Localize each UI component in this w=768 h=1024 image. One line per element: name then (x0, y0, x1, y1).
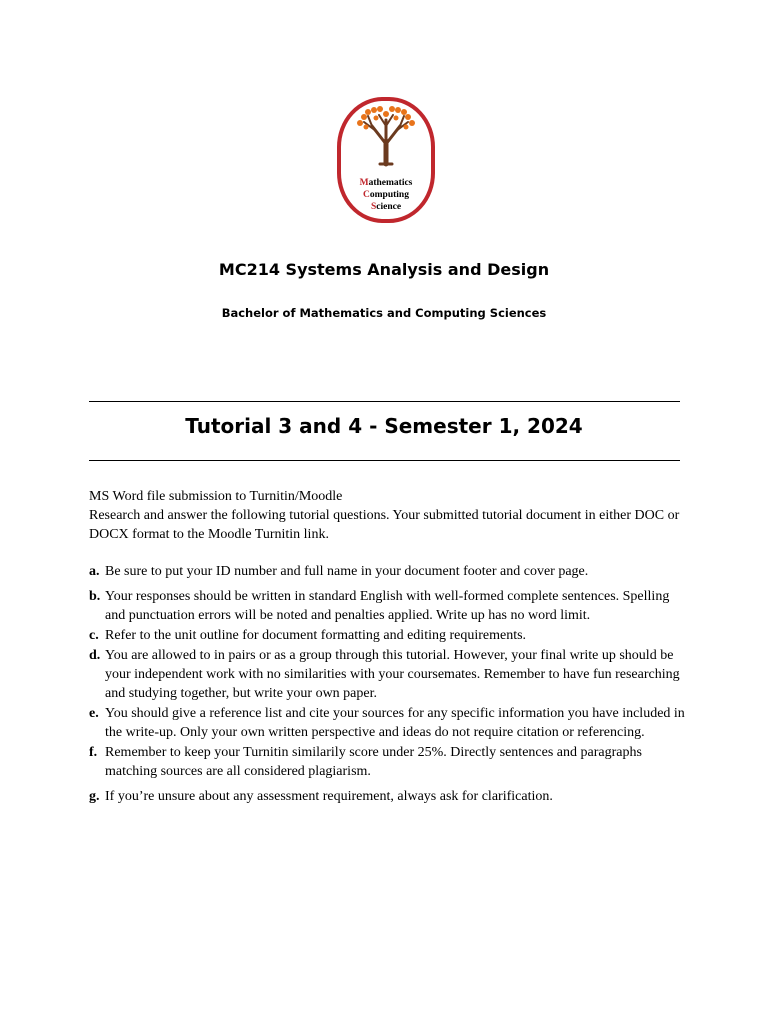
list-item-text: Remember to keep your Turnitin similarily score under 25%. Directly sentences and paragraphs matching sources are all considered plagiarism. (105, 745, 642, 779)
list-item-letter: e. (89, 706, 99, 721)
degree-title: Bachelor of Mathematics and Computing Sciences (221, 306, 547, 320)
svg-text:Computing (363, 190, 409, 200)
list-item (89, 787, 689, 806)
logo-initial-s: Science (370, 202, 402, 212)
tree-logo-icon (336, 96, 436, 224)
list-item (89, 704, 689, 742)
list-item (89, 743, 689, 781)
list-item-letter: g. (89, 789, 100, 804)
course-title: MC214 Systems Analysis and Design (218, 260, 550, 279)
svg-text:Mathematics (360, 178, 413, 188)
list-item-letter: f. (89, 745, 98, 760)
svg-text:Science (371, 202, 401, 212)
top-divider (89, 401, 680, 402)
list-item-text: You are allowed to in pairs or as a group through this tutorial. However, your final write up should be your independent work with no similarities with your coursemates. Remember to have fun researching and studying together, but write your own paper. (105, 648, 680, 701)
logo-initial-c: Computing (363, 190, 409, 200)
tutorial-title: Tutorial 3 and 4 - Semester 1, 2024 (185, 414, 583, 438)
submission-line: MS Word file submission to Turnitin/Moodle (89, 489, 343, 504)
list-item (89, 562, 689, 581)
list-item-text: If you’re unsure about any assessment requirement, always ask for clarification. (105, 789, 553, 804)
list-item-text: Be sure to put your ID number and full name in your document footer and cover page. (105, 564, 589, 579)
instructions-line: Research and answer the following tutorial questions. Your submitted tutorial document in either DOC or DOCX format to the Moodle Turnitin link. (89, 508, 680, 542)
requirements-list (89, 562, 689, 807)
list-item-letter: d. (89, 648, 101, 663)
list-item (89, 646, 689, 703)
list-item-text: You should give a reference list and cite your sources for any specific information you have included in the write-up. Only your own written perspective and ideas do not require citation or referencing. (105, 706, 685, 740)
list-item-letter: c. (89, 628, 99, 643)
list-item-text: Refer to the unit outline for document formatting and editing requirements. (105, 628, 527, 643)
list-item-letter: a. (89, 564, 100, 579)
list-item-letter: b. (89, 589, 101, 604)
list-item-text: Your responses should be written in standard English with well-formed complete sentences. Spelling and punctuation errors will be noted and penalties applied. Write up has no word limit. (105, 589, 670, 623)
logo-initial-m: Mathematics (359, 178, 413, 188)
intro-section (89, 487, 689, 544)
list-item (89, 587, 689, 625)
logo (336, 96, 436, 224)
bottom-divider (89, 460, 680, 461)
list-item (89, 626, 689, 645)
